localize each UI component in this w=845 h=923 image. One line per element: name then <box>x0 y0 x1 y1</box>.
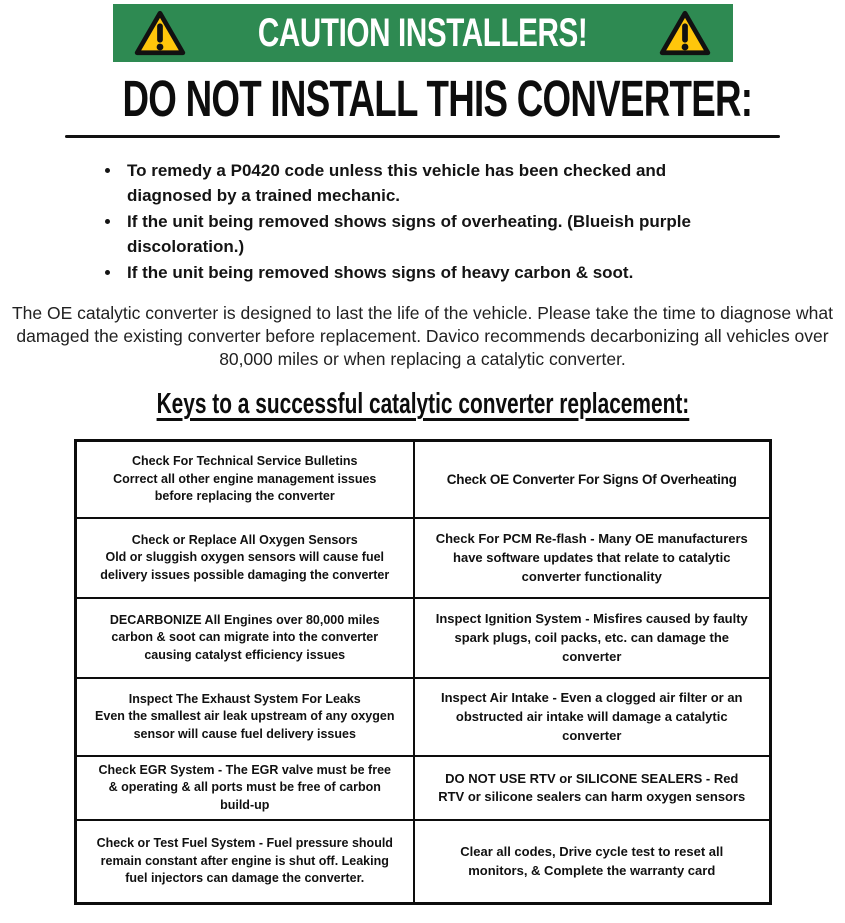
table-cell-egr-system <box>75 756 414 820</box>
list-item <box>122 209 710 260</box>
table-row <box>75 598 770 678</box>
cell-title: Check or Replace All Oxygen Sensors <box>131 532 358 547</box>
table-cell-pcm-reflash: Check For PCM Re-flash - Many OE manufacturers have software updates that relate to catalytic converter functionality <box>414 518 770 598</box>
caution-flyer-page <box>0 4 845 905</box>
table-cell-fuel-system <box>75 820 414 903</box>
warning-bullet-list <box>100 158 710 286</box>
table-cell-oxygen-sensors <box>75 518 414 598</box>
cell-body: Old or sluggish oxygen sensors will cause fuel delivery issues possible damaging the converter <box>100 550 390 583</box>
cell-title: Inspect The Exhaust System For Leaks <box>128 691 361 706</box>
table-cell-ignition-system: Inspect Ignition System - Misfires caused by faulty spark plugs, coil packs, etc. can damage the converter <box>414 598 770 678</box>
table-row <box>75 756 770 820</box>
keys-heading <box>0 389 845 419</box>
table-cell-rtv-sealers: DO NOT USE RTV or SILICONE SEALERS - Red RTV or silicone sealers can harm oxygen sensors <box>414 756 770 820</box>
keys-heading-text: Keys to a successful catalytic converter replacement: <box>156 388 689 421</box>
banner-title: CAUTION INSTALLERS! <box>257 11 588 55</box>
checklist-table <box>74 439 772 905</box>
list-item <box>122 158 710 209</box>
table-cell-decarbonize <box>75 598 414 678</box>
cell-body: Check or Test Fuel System - Fuel pressure should remain constant after engine is shut off. Leaking fuel injectors can damage the converter. <box>96 835 393 886</box>
page-title <box>0 70 845 127</box>
warning-triangle-icon <box>659 10 711 57</box>
list-item <box>122 260 710 286</box>
table-cell-air-intake: Inspect Air Intake - Even a clogged air filter or an obstructed air intake will damage a catalytic converter <box>414 678 770 756</box>
cell-body: Even the smallest air leak upstream of any oxygen sensor will cause fuel delivery issues <box>95 709 395 742</box>
cell-body: Check EGR System - The EGR valve must be free & operating & all ports must be free of carbon build-up <box>98 762 391 813</box>
bullet-text: If the unit being removed shows signs of heavy carbon & soot. <box>127 262 634 282</box>
intro-paragraph: The OE catalytic converter is designed to last the life of the vehicle. Please take the time to diagnose what damaged the existing converter before replacement. Davico recommends decarbonizing all vehicles over 80,000 miles or when replacing a catalytic converter. <box>11 303 833 370</box>
page-title-text: DO NOT INSTALL THIS CONVERTER: <box>122 70 753 127</box>
divider-line <box>65 135 780 138</box>
table-cell-clear-codes: Clear all codes, Drive cycle test to reset all monitors, & Complete the warranty card <box>414 820 770 903</box>
cell-title: Check For Technical Service Bulletins <box>131 453 358 468</box>
table-cell-tsb <box>75 440 414 518</box>
bullet-text: If the unit being removed shows signs of overheating. (Blueish purple discoloration.) <box>127 211 691 257</box>
caution-banner <box>113 4 733 62</box>
table-cell-overheating: Check OE Converter For Signs Of Overheating <box>414 440 770 518</box>
table-row <box>75 678 770 756</box>
bullet-text: To remedy a P0420 code unless this vehicle has been checked and diagnosed by a trained mechanic. <box>127 160 667 206</box>
table-cell-exhaust-leaks <box>75 678 414 756</box>
table-row <box>75 820 770 903</box>
table-row <box>75 440 770 518</box>
table-row <box>75 518 770 598</box>
warning-triangle-icon <box>134 10 186 57</box>
cell-body: Correct all other engine management issues before replacing the converter <box>113 471 377 504</box>
cell-body: DECARBONIZE All Engines over 80,000 miles carbon & soot can migrate into the converter causing catalyst efficiency issues <box>109 612 380 663</box>
